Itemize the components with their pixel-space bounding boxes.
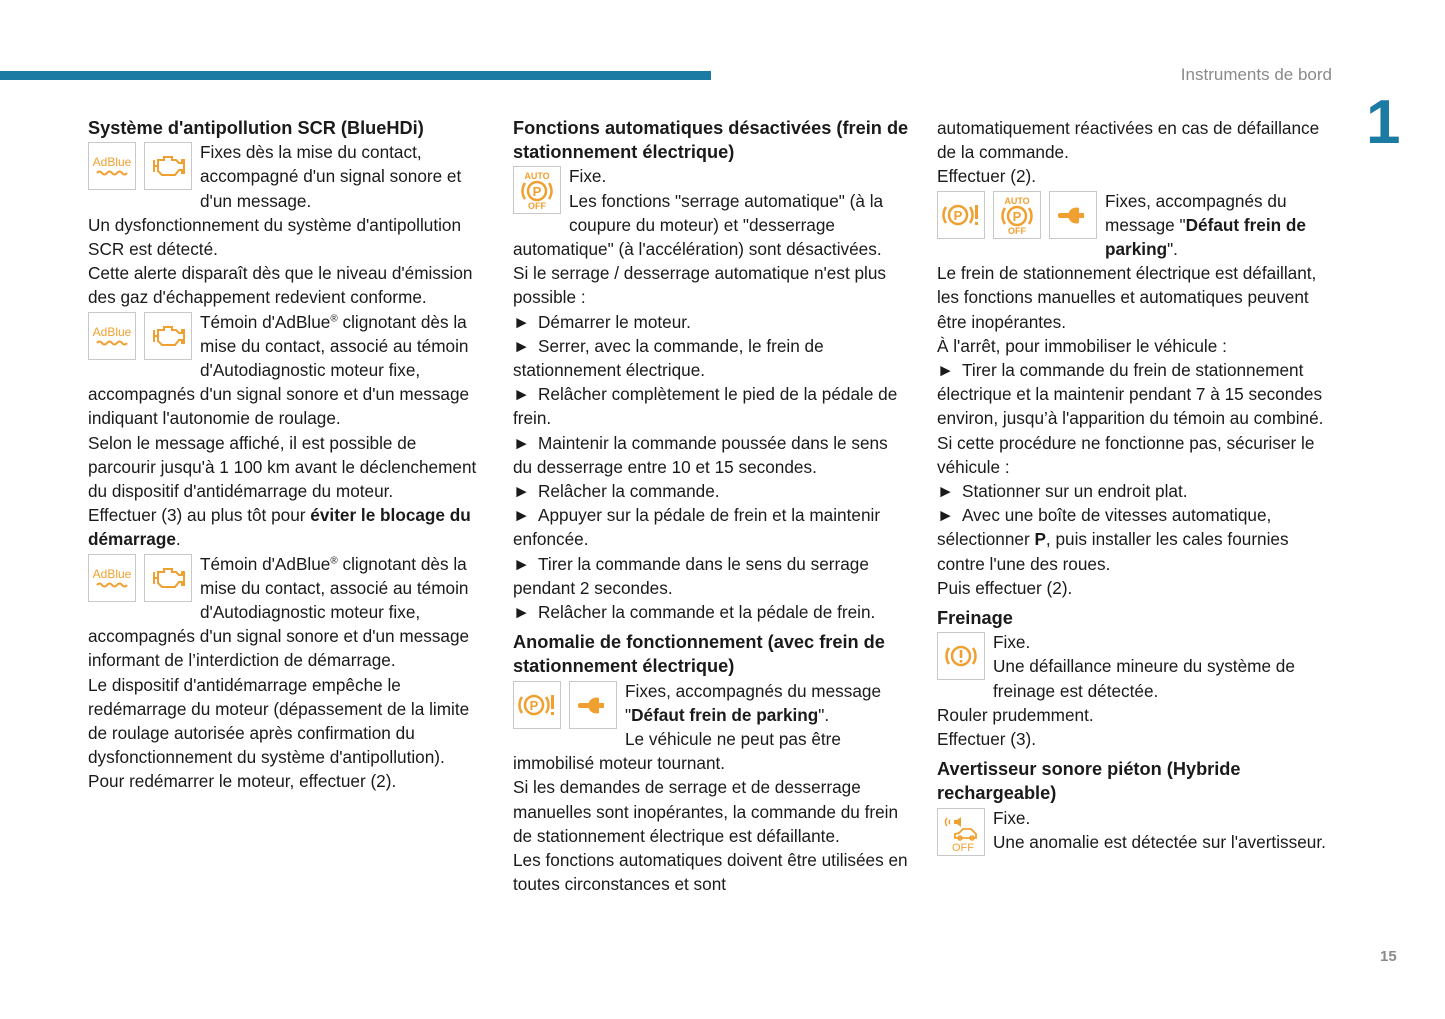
text: Si cette procédure ne fonctionne pas, sécuriser le véhicule : bbox=[937, 432, 1315, 477]
wrench-icon bbox=[1049, 191, 1097, 239]
paragraph bbox=[937, 261, 1333, 334]
text: Effectuer (2). bbox=[937, 166, 1037, 187]
column-1 bbox=[88, 116, 488, 794]
svg-text:AdBlue: AdBlue bbox=[92, 324, 132, 339]
registered-mark: ® bbox=[330, 554, 338, 566]
section-heading bbox=[88, 116, 488, 140]
text: Freinage bbox=[937, 608, 1013, 629]
svg-text:AdBlue: AdBlue bbox=[92, 155, 132, 170]
bullet-step bbox=[513, 334, 911, 382]
paragraph bbox=[937, 727, 1333, 751]
bullet-step bbox=[513, 479, 911, 503]
paragraph bbox=[88, 310, 488, 431]
paragraph bbox=[513, 164, 911, 211]
warning-lights bbox=[937, 632, 985, 680]
text: Selon le message affiché, il est possible de parcourir jusqu'à 1 100 km avant le déclenchement du dispositif d'antidémarrage du moteur. bbox=[88, 432, 477, 502]
svg-text:AUTO: AUTO bbox=[1004, 195, 1030, 206]
park-brake-fault-icon bbox=[513, 681, 561, 729]
text: automatiquement réactivées en cas de défaillance de la commande. bbox=[937, 118, 1320, 163]
svg-text:OFF: OFF bbox=[1008, 225, 1026, 235]
warning-lights bbox=[88, 554, 192, 602]
text: Appuyer sur la pédale de frein et la maintenir enfoncée. bbox=[513, 505, 881, 550]
bullet-step bbox=[513, 382, 911, 430]
text: ". bbox=[1167, 239, 1178, 260]
section-title: Instruments de bord bbox=[1180, 65, 1332, 84]
text: Le véhicule ne peut pas être immobilisé moteur tournant. bbox=[513, 729, 841, 774]
warning-lights bbox=[937, 191, 1097, 239]
bold-text: P bbox=[1034, 529, 1046, 550]
bullet-step bbox=[513, 503, 911, 551]
text: Démarrer le moteur. bbox=[538, 311, 691, 332]
engine-icon bbox=[144, 312, 192, 360]
text: Avec une boîte de vitesses automatique, sélectionner bbox=[937, 505, 1272, 550]
header-accent-bar bbox=[0, 71, 711, 80]
text: Rouler prudemment. bbox=[937, 704, 1094, 725]
text: Le frein de stationnement électrique est défaillant, les fonctions manuelles et automatiques peuvent être inopérantes. bbox=[937, 263, 1317, 332]
paragraph bbox=[937, 431, 1333, 479]
text: Système d'antipollution SCR (BlueHDi) bbox=[88, 118, 424, 138]
text: ". bbox=[818, 704, 830, 725]
text: Cette alerte disparaît dès que le niveau d'émission des gaz d'échappement redevient conforme. bbox=[88, 263, 473, 308]
bullet-arrow-icon: ► bbox=[513, 432, 531, 453]
warning-lights bbox=[88, 312, 192, 360]
svg-text:AUTO: AUTO bbox=[524, 171, 550, 182]
text: Fixes dès la mise du contact, accompagné d'un signal sonore et d'un message. bbox=[200, 142, 462, 211]
text: Fixes, accompagnés du message " bbox=[625, 680, 882, 725]
bullet-arrow-icon: ► bbox=[513, 505, 531, 526]
svg-text:AdBlue: AdBlue bbox=[92, 566, 132, 581]
bullet-arrow-icon: ► bbox=[513, 311, 531, 332]
bullet-arrow-icon: ► bbox=[937, 481, 955, 502]
column-3 bbox=[937, 116, 1333, 856]
warning-lights bbox=[88, 142, 192, 190]
text: Fixe. bbox=[993, 632, 1031, 653]
engine-icon bbox=[144, 554, 192, 602]
bullet-arrow-icon: ► bbox=[513, 553, 531, 574]
registered-mark: ® bbox=[330, 312, 338, 324]
adblue-icon bbox=[88, 312, 136, 360]
paragraph bbox=[88, 213, 488, 261]
text: Avertisseur sonore piéton (Hybride rechargeable) bbox=[937, 759, 1241, 804]
adblue-icon bbox=[88, 142, 136, 190]
engine-icon bbox=[144, 142, 192, 190]
bullet-step bbox=[513, 600, 911, 624]
paragraph bbox=[937, 164, 1333, 188]
text: Une anomalie est détectée sur l'avertisseur. bbox=[993, 831, 1326, 852]
svg-text:P: P bbox=[953, 207, 963, 223]
text: Tirer la commande dans le sens du serrage pendant 2 secondes. bbox=[513, 553, 869, 598]
text: Le dispositif d'antidémarrage empêche le redémarrage du moteur (dépassement de la limite de roulage autorisée après confirmation du dysfonctionnement du système d'antipollution). bbox=[88, 674, 470, 768]
text: . bbox=[175, 529, 181, 550]
text: Relâcher la commande. bbox=[538, 481, 720, 502]
text: Fixes, accompagnés du message " bbox=[1105, 190, 1287, 235]
paragraph bbox=[513, 189, 911, 262]
bullet-step bbox=[937, 479, 1333, 503]
text: clignotant dès la mise du contact, associé au témoin d'Autodiagnostic moteur fixe, accompagnés d'un signal sonore et d'un message informant de l’interdiction de démarrage. bbox=[88, 553, 470, 671]
text: Une défaillance mineure du système de freinage est détectée. bbox=[993, 656, 1295, 701]
text: Un dysfonctionnement du système d'antipollution SCR est détecté. bbox=[88, 214, 462, 260]
pedestrian-alert-off-icon bbox=[937, 808, 985, 856]
text: Fixe. bbox=[569, 166, 607, 187]
bold-text: éviter le blocage du démarrage bbox=[88, 505, 471, 550]
bullet-step bbox=[513, 310, 911, 334]
text: Relâcher la commande et la pédale de frein. bbox=[538, 602, 876, 623]
bullet-arrow-icon: ► bbox=[513, 602, 531, 623]
svg-text:P: P bbox=[532, 184, 542, 200]
paragraph bbox=[937, 703, 1333, 727]
paragraph bbox=[937, 116, 1333, 164]
column-2 bbox=[513, 116, 911, 897]
bullet-arrow-icon: ► bbox=[513, 384, 531, 405]
paragraph bbox=[513, 261, 911, 309]
bullet-step bbox=[513, 552, 911, 600]
text: Serrer, avec la commande, le frein de stationnement électrique. bbox=[513, 335, 824, 381]
text: Fonctions automatiques désactivées (frein de stationnement électrique) bbox=[513, 118, 909, 163]
svg-text:OFF: OFF bbox=[952, 841, 974, 852]
text: Puis effectuer (2). bbox=[937, 577, 1073, 598]
text: Effectuer (3). bbox=[937, 729, 1037, 750]
paragraph bbox=[513, 775, 911, 848]
paragraph bbox=[88, 261, 488, 309]
text: Témoin d'AdBlue bbox=[200, 311, 331, 332]
text: Relâcher complètement le pied de la pédale de frein. bbox=[513, 384, 898, 429]
text: Les fonctions "serrage automatique" (à la coupure du moteur) et "desserrage automatique" (à l'accélération) sont désactivées. bbox=[513, 190, 884, 260]
paragraph bbox=[937, 630, 1333, 654]
bullet-step bbox=[937, 503, 1333, 576]
auto-park-off-icon bbox=[513, 166, 561, 214]
paragraph bbox=[937, 334, 1333, 358]
bullet-arrow-icon: ► bbox=[513, 481, 531, 502]
paragraph bbox=[937, 654, 1333, 702]
paragraph bbox=[937, 830, 1333, 854]
text: clignotant dès la mise du contact, associé au témoin d'Autodiagnostic moteur fixe, accompagnés d'un signal sonore et d'un message indiquant l'autonomie de roulage. bbox=[88, 311, 470, 429]
text: Les fonctions automatiques doivent être utilisées en toutes circonstances et sont bbox=[513, 850, 908, 895]
paragraph bbox=[88, 140, 488, 213]
paragraph bbox=[88, 673, 488, 770]
section-heading bbox=[513, 116, 911, 164]
wrench-icon bbox=[569, 681, 617, 729]
bullet-arrow-icon: ► bbox=[513, 335, 531, 356]
text: Pour redémarrer le moteur, effectuer (2). bbox=[88, 771, 397, 792]
paragraph bbox=[88, 769, 488, 793]
text: Maintenir la commande poussée dans le sens du desserrage entre 10 et 15 secondes. bbox=[513, 432, 888, 477]
bullet-step bbox=[937, 358, 1333, 431]
text: Effectuer (3) au plus tôt pour bbox=[88, 505, 311, 526]
adblue-icon bbox=[88, 554, 136, 602]
section-heading bbox=[937, 757, 1333, 805]
bullet-arrow-icon: ► bbox=[937, 360, 955, 381]
section-heading bbox=[937, 606, 1333, 630]
text: Si le serrage / desserrage automatique n'est plus possible : bbox=[513, 263, 887, 308]
text: Stationner sur un endroit plat. bbox=[962, 481, 1188, 502]
page-number: 15 bbox=[1380, 948, 1397, 965]
brake-warning-icon bbox=[937, 632, 985, 680]
warning-lights bbox=[937, 808, 985, 856]
warning-lights bbox=[513, 681, 617, 729]
chapter-number: 1 bbox=[1366, 88, 1401, 157]
text: Fixe. bbox=[993, 807, 1031, 828]
svg-text:P: P bbox=[1012, 208, 1022, 224]
park-brake-fault-icon bbox=[937, 191, 985, 239]
paragraph bbox=[513, 727, 911, 775]
warning-lights bbox=[513, 166, 561, 214]
section-heading bbox=[513, 630, 911, 678]
text: Tirer la commande du frein de stationnement électrique et la maintenir pendant 7 à 15 secondes environ, jusqu’à l'apparition du témoin au combiné. bbox=[937, 360, 1324, 429]
paragraph bbox=[513, 848, 911, 896]
text: Si les demandes de serrage et de desserrage manuelles sont inopérantes, la commande du frein de stationnement électrique est défaillante. bbox=[513, 777, 899, 846]
paragraph bbox=[513, 679, 911, 727]
text: À l'arrêt, pour immobiliser le véhicule : bbox=[937, 335, 1227, 356]
auto-park-off-icon bbox=[993, 191, 1041, 239]
bold-text: Défaut frein de parking bbox=[631, 704, 819, 725]
paragraph bbox=[937, 576, 1333, 600]
text: Témoin d'AdBlue bbox=[200, 553, 331, 574]
svg-text:P: P bbox=[529, 697, 539, 713]
paragraph bbox=[937, 189, 1333, 262]
svg-text:OFF: OFF bbox=[528, 201, 546, 211]
paragraph bbox=[88, 503, 488, 551]
text: , puis installer les cales fournies contre l'une des roues. bbox=[937, 529, 1289, 574]
paragraph bbox=[88, 431, 488, 504]
bullet-arrow-icon: ► bbox=[937, 505, 955, 526]
bullet-step bbox=[513, 431, 911, 479]
bold-text: Défaut frein de parking bbox=[1105, 214, 1306, 260]
text: Anomalie de fonctionnement (avec frein de stationnement électrique) bbox=[513, 632, 885, 677]
paragraph bbox=[88, 552, 488, 673]
